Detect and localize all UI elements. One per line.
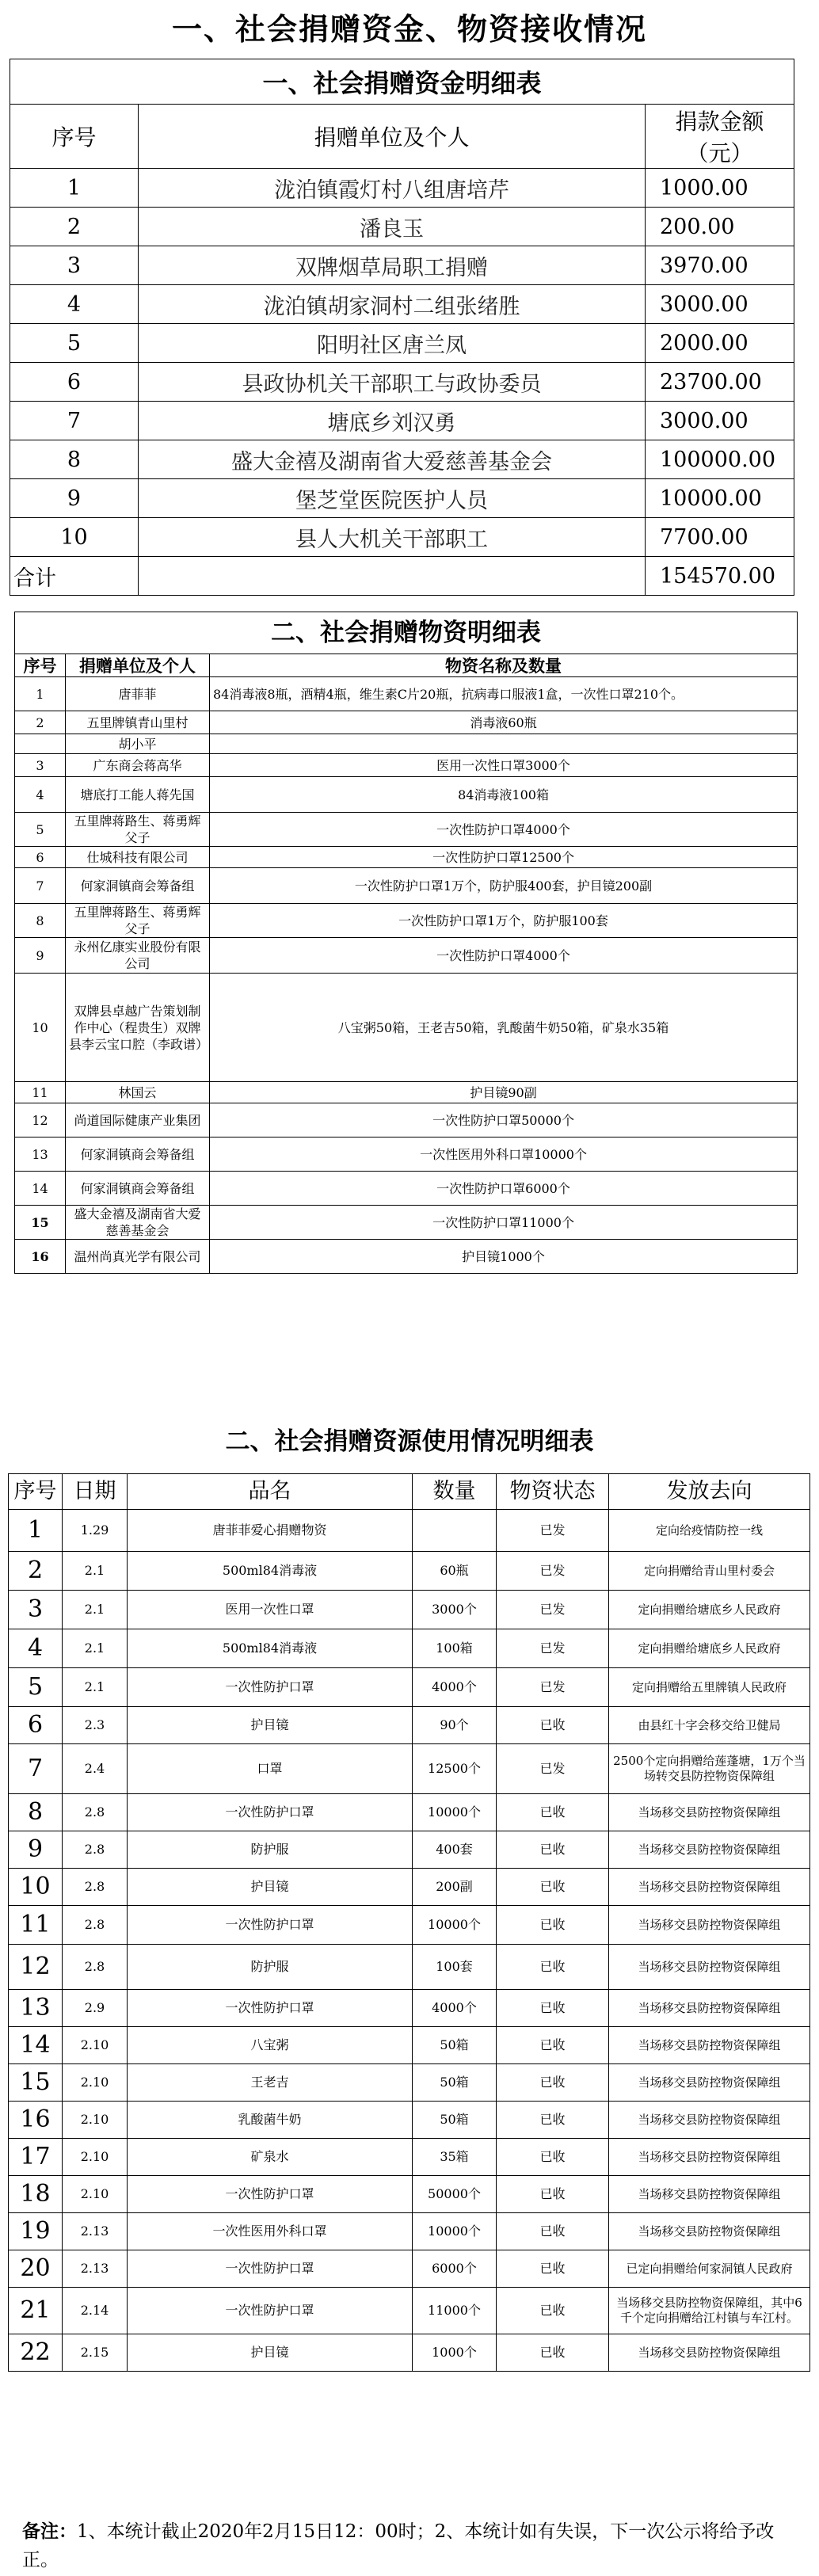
usage-row-date: 2.13 xyxy=(63,2213,128,2250)
fund-total-amount: 154570.00 xyxy=(646,557,794,596)
table-row xyxy=(15,1103,798,1137)
usage-row-item: 护目镜 xyxy=(128,2334,413,2372)
table-row xyxy=(9,1591,810,1629)
usage-row-status: 已收 xyxy=(497,2250,609,2288)
table-row xyxy=(9,2288,810,2334)
usage-row-no: 17 xyxy=(9,2139,63,2176)
usage-row-no: 2 xyxy=(9,1552,63,1591)
usage-row-no: 8 xyxy=(9,1794,63,1831)
usage-row-date: 2.13 xyxy=(63,2250,128,2288)
usage-row-dest: 当场移交县防控物资保障组 xyxy=(609,2102,810,2139)
goods-row-no: 5 xyxy=(15,813,66,847)
usage-row-item: 口罩 xyxy=(128,1744,413,1794)
usage-row-date: 2.8 xyxy=(63,1831,128,1869)
goods-row-no: 2 xyxy=(15,711,66,734)
usage-row-date: 2.9 xyxy=(63,1990,128,2027)
table-row xyxy=(15,1137,798,1172)
table-row xyxy=(15,1206,798,1240)
goods-row-donor: 唐菲菲 xyxy=(66,677,210,711)
table-row xyxy=(10,208,794,246)
goods-row-goods: 一次性防护口罩4000个 xyxy=(210,813,798,847)
usage-section-title: 二、社会捐赠资源使用情况明细表 xyxy=(225,1427,594,1456)
usage-row-date: 2.8 xyxy=(63,1794,128,1831)
table-row xyxy=(9,2176,810,2213)
table-row xyxy=(15,734,798,754)
usage-row-qty: 10000个 xyxy=(413,1906,497,1945)
fund-row-donor: 泷泊镇霞灯村八组唐培芹 xyxy=(139,169,646,208)
table-row xyxy=(9,2027,810,2064)
usage-row-status: 已收 xyxy=(497,1990,609,2027)
usage-row-date: 2.1 xyxy=(63,1629,128,1668)
usage-row-no: 13 xyxy=(9,1990,63,2027)
goods-row-goods: 消毒液60瓶 xyxy=(210,711,798,734)
table-row xyxy=(15,777,798,813)
goods-table-caption-row xyxy=(15,612,798,654)
fund-table-header-row xyxy=(10,105,794,169)
fund-row-no: 5 xyxy=(10,324,139,363)
usage-row-item: 一次性防护口罩 xyxy=(128,1990,413,2027)
usage-header-dest: 发放去向 xyxy=(609,1474,810,1510)
usage-row-dest: 定向捐赠给塘底乡人民政府 xyxy=(609,1591,810,1629)
table-row xyxy=(10,440,794,479)
table-row xyxy=(9,2102,810,2139)
table-row xyxy=(9,1744,810,1794)
goods-row-no: 10 xyxy=(15,974,66,1082)
usage-row-status: 已收 xyxy=(497,1831,609,1869)
usage-row-no: 22 xyxy=(9,2334,63,2372)
usage-row-dest: 当场移交县防控物资保障组 xyxy=(609,2176,810,2213)
usage-row-no: 19 xyxy=(9,2213,63,2250)
usage-row-date: 2.15 xyxy=(63,2334,128,2372)
table-row xyxy=(9,1668,810,1707)
fund-row-donor: 县政协机关干部职工与政协委员 xyxy=(139,363,646,402)
fund-row-donor: 县人大机关干部职工 xyxy=(139,518,646,557)
usage-row-qty: 35箱 xyxy=(413,2139,497,2176)
usage-row-item: 护目镜 xyxy=(128,1869,413,1906)
goods-row-no xyxy=(15,734,66,754)
usage-row-date: 1.29 xyxy=(63,1510,128,1552)
table-row xyxy=(15,677,798,711)
usage-row-dest: 当场移交县防控物资保障组 xyxy=(609,2334,810,2372)
footnote-text: 1、本统计截止2020年2月15日12：00时；2、本统计如有失误，下一次公示将给予改正。 xyxy=(22,2521,775,2570)
usage-row-dest: 当场移交县防控物资保障组 xyxy=(609,1906,810,1945)
usage-row-no: 5 xyxy=(9,1668,63,1707)
usage-row-dest: 当场移交县防控物资保障组 xyxy=(609,1794,810,1831)
goods-row-goods: 一次性防护口罩1万个，防护服100套 xyxy=(210,904,798,938)
goods-row-donor: 双牌县卓越广告策划制作中心（程贵生）双牌县李云宝口腔（李政谱） xyxy=(66,974,210,1082)
goods-row-no: 4 xyxy=(15,777,66,813)
usage-row-dest: 当场移交县防控物资保障组 xyxy=(609,2139,810,2176)
goods-row-no: 1 xyxy=(15,677,66,711)
table-row xyxy=(9,2250,810,2288)
goods-row-goods: 84消毒液100箱 xyxy=(210,777,798,813)
goods-row-no: 8 xyxy=(15,904,66,938)
goods-row-donor: 何家洞镇商会筹备组 xyxy=(66,1172,210,1206)
usage-row-item: 护目镜 xyxy=(128,1707,413,1744)
fund-row-no: 4 xyxy=(10,285,139,324)
fund-row-amount: 100000.00 xyxy=(646,440,794,479)
goods-row-no: 3 xyxy=(15,754,66,777)
usage-row-status: 已发 xyxy=(497,1629,609,1668)
usage-row-status: 已收 xyxy=(497,2139,609,2176)
usage-row-item: 500ml84消毒液 xyxy=(128,1552,413,1591)
usage-row-qty: 1000个 xyxy=(413,2334,497,2372)
usage-row-no: 21 xyxy=(9,2288,63,2334)
usage-row-date: 2.1 xyxy=(63,1552,128,1591)
usage-row-no: 15 xyxy=(9,2064,63,2102)
usage-row-qty: 60瓶 xyxy=(413,1552,497,1591)
table-row xyxy=(10,518,794,557)
usage-row-qty: 3000个 xyxy=(413,1591,497,1629)
fund-row-donor: 潘良玉 xyxy=(139,208,646,246)
usage-row-qty: 6000个 xyxy=(413,2250,497,2288)
usage-row-item: 矿泉水 xyxy=(128,2139,413,2176)
usage-row-no: 9 xyxy=(9,1831,63,1869)
fund-row-no: 8 xyxy=(10,440,139,479)
fund-row-amount: 2000.00 xyxy=(646,324,794,363)
usage-row-status: 已收 xyxy=(497,1707,609,1744)
goods-row-goods: 八宝粥50箱，王老吉50箱，乳酸菌牛奶50箱，矿泉水35箱 xyxy=(210,974,798,1082)
footnote-label: 备注： xyxy=(22,2521,77,2542)
goods-row-goods: 一次性防护口罩1万个，防护服400套，护目镜200副 xyxy=(210,868,798,904)
usage-row-status: 已收 xyxy=(497,2334,609,2372)
table-row xyxy=(15,813,798,847)
goods-row-donor: 胡小平 xyxy=(66,734,210,754)
table-row xyxy=(15,938,798,974)
usage-row-date: 2.8 xyxy=(63,1945,128,1990)
goods-row-no: 16 xyxy=(15,1240,66,1274)
usage-row-status: 已收 xyxy=(497,1906,609,1945)
usage-row-no: 14 xyxy=(9,2027,63,2064)
usage-row-dest: 定向捐赠给五里牌镇人民政府 xyxy=(609,1668,810,1707)
goods-table-header-row xyxy=(15,654,798,677)
footnote xyxy=(22,2517,806,2574)
goods-row-donor: 广东商会蒋高华 xyxy=(66,754,210,777)
usage-row-item: 一次性防护口罩 xyxy=(128,2176,413,2213)
usage-row-dest: 定向给疫情防控一线 xyxy=(609,1510,810,1552)
fund-row-amount: 1000.00 xyxy=(646,169,794,208)
goods-table xyxy=(14,612,798,1274)
usage-row-status: 已收 xyxy=(497,1945,609,1990)
usage-row-item: 一次性防护口罩 xyxy=(128,2288,413,2334)
usage-row-date: 2.1 xyxy=(63,1668,128,1707)
table-row xyxy=(9,1990,810,2027)
table-row xyxy=(9,1794,810,1831)
usage-row-date: 2.8 xyxy=(63,1869,128,1906)
fund-total-row xyxy=(10,557,794,596)
usage-row-date: 2.1 xyxy=(63,1591,128,1629)
usage-row-dest: 当场移交县防控物资保障组 xyxy=(609,1990,810,2027)
fund-row-amount: 3000.00 xyxy=(646,402,794,440)
goods-row-no: 6 xyxy=(15,847,66,868)
usage-row-qty: 200副 xyxy=(413,1869,497,1906)
goods-row-no: 14 xyxy=(15,1172,66,1206)
fund-row-amount: 3970.00 xyxy=(646,246,794,285)
goods-row-goods: 一次性医用外科口罩10000个 xyxy=(210,1137,798,1172)
usage-row-status: 已收 xyxy=(497,1869,609,1906)
goods-row-goods: 护目镜1000个 xyxy=(210,1240,798,1274)
table-row xyxy=(9,1510,810,1552)
usage-row-date: 2.10 xyxy=(63,2102,128,2139)
table-row xyxy=(9,2139,810,2176)
goods-row-goods: 护目镜90副 xyxy=(210,1082,798,1103)
usage-table xyxy=(8,1473,810,2372)
table-row xyxy=(15,974,798,1082)
usage-row-item: 一次性防护口罩 xyxy=(128,1906,413,1945)
goods-row-donor: 五里牌镇青山里村 xyxy=(66,711,210,734)
usage-row-dest: 定向捐赠给塘底乡人民政府 xyxy=(609,1629,810,1668)
usage-row-status: 已收 xyxy=(497,2027,609,2064)
usage-row-status: 已收 xyxy=(497,2064,609,2102)
usage-row-date: 2.10 xyxy=(63,2139,128,2176)
goods-row-goods: 一次性防护口罩6000个 xyxy=(210,1172,798,1206)
table-row xyxy=(9,1552,810,1591)
usage-row-dest: 当场移交县防控物资保障组 xyxy=(609,1945,810,1990)
usage-row-dest: 当场移交县防控物资保障组，其中6千个定向捐赠给江村镇与车江村。 xyxy=(609,2288,810,2334)
table-row xyxy=(9,2064,810,2102)
table-row xyxy=(9,1869,810,1906)
fund-header-no: 序号 xyxy=(10,105,139,169)
usage-row-qty: 10000个 xyxy=(413,1794,497,1831)
usage-row-no: 3 xyxy=(9,1591,63,1629)
usage-row-date: 2.8 xyxy=(63,1906,128,1945)
usage-row-dest: 当场移交县防控物资保障组 xyxy=(609,1869,810,1906)
table-row xyxy=(9,2334,810,2372)
usage-row-date: 2.10 xyxy=(63,2027,128,2064)
usage-row-status: 已发 xyxy=(497,1552,609,1591)
usage-row-item: 500ml84消毒液 xyxy=(128,1629,413,1668)
fund-header-donor: 捐赠单位及个人 xyxy=(139,105,646,169)
usage-row-item: 唐菲菲爱心捐赠物资 xyxy=(128,1510,413,1552)
fund-row-amount: 23700.00 xyxy=(646,363,794,402)
table-row xyxy=(9,1629,810,1668)
table-row xyxy=(10,285,794,324)
goods-row-donor: 仕城科技有限公司 xyxy=(66,847,210,868)
usage-row-dest: 当场移交县防控物资保障组 xyxy=(609,2213,810,2250)
table-row xyxy=(10,402,794,440)
table-row xyxy=(15,868,798,904)
usage-row-no: 6 xyxy=(9,1707,63,1744)
fund-row-donor: 泷泊镇胡家洞村二组张绪胜 xyxy=(139,285,646,324)
fund-row-no: 6 xyxy=(10,363,139,402)
usage-row-dest: 当场移交县防控物资保障组 xyxy=(609,1831,810,1869)
usage-row-qty: 100套 xyxy=(413,1945,497,1990)
table-row xyxy=(15,1082,798,1103)
usage-row-qty: 12500个 xyxy=(413,1744,497,1794)
fund-row-donor: 阳明社区唐兰凤 xyxy=(139,324,646,363)
usage-row-dest: 2500个定向捐赠给莲蓬塘，1万个当场转交县防控物资保障组 xyxy=(609,1744,810,1794)
fund-total-label: 合计 xyxy=(10,557,139,596)
table-row xyxy=(15,904,798,938)
usage-row-qty: 50箱 xyxy=(413,2102,497,2139)
usage-row-date: 2.10 xyxy=(63,2064,128,2102)
goods-header-goods: 物资名称及数量 xyxy=(210,654,798,677)
goods-row-goods: 一次性防护口罩4000个 xyxy=(210,938,798,974)
usage-row-no: 18 xyxy=(9,2176,63,2213)
usage-row-status: 已收 xyxy=(497,1794,609,1831)
goods-row-goods: 一次性防护口罩11000个 xyxy=(210,1206,798,1240)
goods-row-donor: 温州尚真光学有限公司 xyxy=(66,1240,210,1274)
table-row xyxy=(15,711,798,734)
table-row xyxy=(15,754,798,777)
goods-row-donor: 永州亿康实业股份有限公司 xyxy=(66,938,210,974)
usage-row-qty: 400套 xyxy=(413,1831,497,1869)
usage-row-dest: 当场移交县防控物资保障组 xyxy=(609,2064,810,2102)
goods-row-donor: 何家洞镇商会筹备组 xyxy=(66,868,210,904)
usage-row-status: 已收 xyxy=(497,2102,609,2139)
usage-row-qty: 4000个 xyxy=(413,1668,497,1707)
usage-row-date: 2.4 xyxy=(63,1744,128,1794)
fund-row-no: 10 xyxy=(10,518,139,557)
usage-row-item: 乳酸菌牛奶 xyxy=(128,2102,413,2139)
table-row xyxy=(10,169,794,208)
fund-row-amount: 10000.00 xyxy=(646,479,794,518)
goods-header-donor: 捐赠单位及个人 xyxy=(66,654,210,677)
usage-row-qty: 4000个 xyxy=(413,1990,497,2027)
usage-header-no: 序号 xyxy=(9,1474,63,1510)
fund-row-donor: 盛大金禧及湖南省大爱慈善基金会 xyxy=(139,440,646,479)
goods-row-no: 9 xyxy=(15,938,66,974)
table-row xyxy=(9,2213,810,2250)
table-row xyxy=(10,324,794,363)
goods-row-donor: 林国云 xyxy=(66,1082,210,1103)
usage-row-qty: 11000个 xyxy=(413,2288,497,2334)
fund-row-amount: 3000.00 xyxy=(646,285,794,324)
table-row xyxy=(9,1906,810,1945)
usage-row-no: 11 xyxy=(9,1906,63,1945)
usage-row-qty: 50箱 xyxy=(413,2027,497,2064)
usage-header-item: 品名 xyxy=(128,1474,413,1510)
fund-row-donor: 堡芝堂医院医护人员 xyxy=(139,479,646,518)
usage-row-date: 2.10 xyxy=(63,2176,128,2213)
usage-row-status: 已收 xyxy=(497,2176,609,2213)
usage-row-date: 2.14 xyxy=(63,2288,128,2334)
fund-row-amount: 200.00 xyxy=(646,208,794,246)
usage-row-item: 防护服 xyxy=(128,1945,413,1990)
usage-row-qty: 100箱 xyxy=(413,1629,497,1668)
goods-row-no: 7 xyxy=(15,868,66,904)
goods-table-caption: 二、社会捐赠物资明细表 xyxy=(15,612,798,654)
usage-row-no: 12 xyxy=(9,1945,63,1990)
usage-row-item: 八宝粥 xyxy=(128,2027,413,2064)
goods-row-donor: 五里牌蒋路生、蒋勇辉父子 xyxy=(66,813,210,847)
table-row xyxy=(9,1707,810,1744)
goods-row-goods xyxy=(210,734,798,754)
goods-row-donor: 尚道国际健康产业集团 xyxy=(66,1103,210,1137)
usage-header-qty: 数量 xyxy=(413,1474,497,1510)
usage-row-no: 7 xyxy=(9,1744,63,1794)
goods-row-goods: 一次性防护口罩12500个 xyxy=(210,847,798,868)
usage-row-status: 已发 xyxy=(497,1510,609,1552)
fund-table xyxy=(10,59,794,596)
usage-row-dest: 由县红十字会移交给卫健局 xyxy=(609,1707,810,1744)
usage-row-dest: 已定向捐赠给何家洞镇人民政府 xyxy=(609,2250,810,2288)
usage-row-dest: 当场移交县防控物资保障组 xyxy=(609,2027,810,2064)
usage-row-item: 医用一次性口罩 xyxy=(128,1591,413,1629)
usage-header-status: 物资状态 xyxy=(497,1474,609,1510)
usage-row-qty: 10000个 xyxy=(413,2213,497,2250)
usage-row-item: 防护服 xyxy=(128,1831,413,1869)
fund-row-donor: 塘底乡刘汉勇 xyxy=(139,402,646,440)
table-row xyxy=(9,1831,810,1869)
goods-row-donor: 盛大金禧及湖南省大爱慈善基金会 xyxy=(66,1206,210,1240)
fund-header-amount: 捐款金额（元） xyxy=(646,105,794,169)
goods-row-goods: 84消毒液8瓶，酒精4瓶，维生素C片20瓶，抗病毒口服液1盒，一次性口罩210个。 xyxy=(210,677,798,711)
usage-row-item: 一次性防护口罩 xyxy=(128,2250,413,2288)
fund-row-no: 1 xyxy=(10,169,139,208)
usage-row-status: 已发 xyxy=(497,1668,609,1707)
table-row xyxy=(10,246,794,285)
table-row xyxy=(15,1240,798,1274)
goods-row-donor: 塘底打工能人蒋先国 xyxy=(66,777,210,813)
usage-row-status: 已收 xyxy=(497,2213,609,2250)
usage-row-no: 20 xyxy=(9,2250,63,2288)
table-row xyxy=(9,1945,810,1990)
usage-row-status: 已收 xyxy=(497,2288,609,2334)
main-title: 一、社会捐赠资金、物资接收情况 xyxy=(171,11,647,47)
fund-row-no: 3 xyxy=(10,246,139,285)
fund-row-no: 7 xyxy=(10,402,139,440)
usage-row-item: 一次性防护口罩 xyxy=(128,1794,413,1831)
usage-row-dest: 定向捐赠给青山里村委会 xyxy=(609,1552,810,1591)
fund-table-caption-row xyxy=(10,59,794,105)
usage-row-item: 王老吉 xyxy=(128,2064,413,2102)
usage-row-no: 1 xyxy=(9,1510,63,1552)
table-row xyxy=(10,479,794,518)
usage-row-qty: 50箱 xyxy=(413,2064,497,2102)
goods-row-goods: 一次性防护口罩50000个 xyxy=(210,1103,798,1137)
usage-header-date: 日期 xyxy=(63,1474,128,1510)
fund-table-caption: 一、社会捐赠资金明细表 xyxy=(10,59,794,105)
goods-row-goods: 医用一次性口罩3000个 xyxy=(210,754,798,777)
usage-row-status: 已发 xyxy=(497,1744,609,1794)
usage-row-status: 已发 xyxy=(497,1591,609,1629)
fund-row-no: 2 xyxy=(10,208,139,246)
goods-row-no: 11 xyxy=(15,1082,66,1103)
usage-row-date: 2.3 xyxy=(63,1707,128,1744)
goods-row-no: 12 xyxy=(15,1103,66,1137)
usage-row-item: 一次性医用外科口罩 xyxy=(128,2213,413,2250)
usage-row-qty xyxy=(413,1510,497,1552)
usage-row-item: 一次性防护口罩 xyxy=(128,1668,413,1707)
goods-row-no: 13 xyxy=(15,1137,66,1172)
table-row xyxy=(10,363,794,402)
goods-row-donor: 何家洞镇商会筹备组 xyxy=(66,1137,210,1172)
fund-row-amount: 7700.00 xyxy=(646,518,794,557)
usage-row-qty: 50000个 xyxy=(413,2176,497,2213)
usage-row-no: 16 xyxy=(9,2102,63,2139)
table-row xyxy=(15,847,798,868)
fund-row-no: 9 xyxy=(10,479,139,518)
usage-table-header-row xyxy=(9,1474,810,1510)
usage-row-qty: 90个 xyxy=(413,1707,497,1744)
fund-row-donor: 双牌烟草局职工捐赠 xyxy=(139,246,646,285)
table-row xyxy=(15,1172,798,1206)
usage-row-no: 4 xyxy=(9,1629,63,1668)
goods-row-donor: 五里牌蒋路生、蒋勇辉父子 xyxy=(66,904,210,938)
goods-header-no: 序号 xyxy=(15,654,66,677)
goods-row-no: 15 xyxy=(15,1206,66,1240)
fund-total-blank xyxy=(139,557,646,596)
usage-row-no: 10 xyxy=(9,1869,63,1906)
